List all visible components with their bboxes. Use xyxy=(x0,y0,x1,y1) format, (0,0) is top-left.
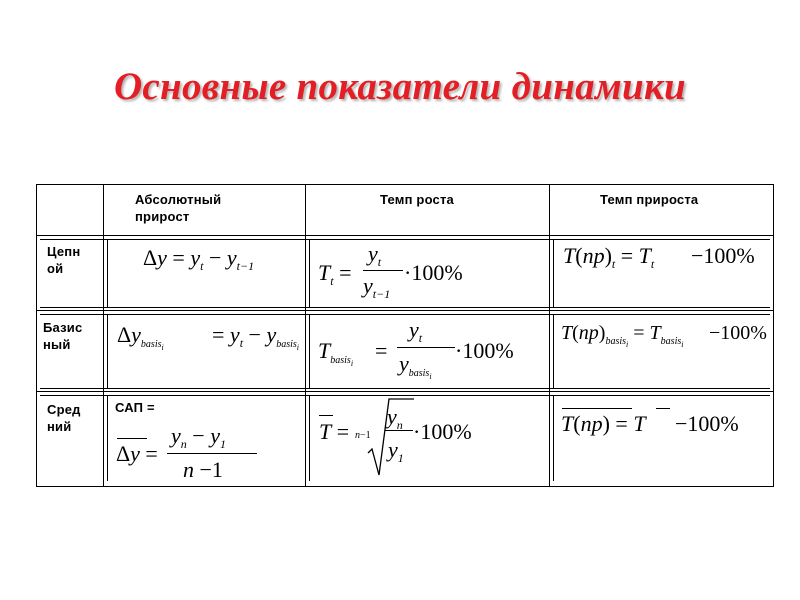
row-header-chain: Цепн ой xyxy=(47,244,81,276)
column-divider xyxy=(549,185,550,486)
column-divider xyxy=(103,185,104,486)
header-growth-rate: Темп роста xyxy=(380,192,454,207)
row-divider xyxy=(37,310,773,311)
row-header-average: Сред ний xyxy=(47,402,81,434)
column-divider xyxy=(305,185,306,486)
page-title: Основные показатели динамики xyxy=(113,65,687,108)
row-header-basic: Базис ный xyxy=(43,320,83,352)
formula-chain-absolute: $\Delta y = y_t - y_{t-1}$ xyxy=(143,245,255,273)
header-increase-rate: Темп прироста xyxy=(600,192,699,207)
header-absolute-increase: Абсолютный прирост xyxy=(135,192,222,224)
dynamics-indicators-table: Абсолютный прирост Темп роста Темп прироста Цепн ой Базис ный Сред ний $\Delta y = y_t - y_{t-1}$ $T_t$ = $y_t$ $y_{t-1}$ ·100% $T(np)_t = T_t$ −100% $\Delta y_{basis_i}$ = $y_t - y_{basis_i}$ $T_{basis_i}$ = $y_t$ $y_{basis_i}$ ·100% $T(np)_{basis_i} = T_{basis_i}$ −100% САП = Δy = $y_n - y_1$ n −1 T = n−1 $y_n$ $y_1$ ·100% T(np) = T −100% xyxy=(36,184,774,487)
row-divider xyxy=(37,235,773,236)
row-divider xyxy=(37,391,773,392)
